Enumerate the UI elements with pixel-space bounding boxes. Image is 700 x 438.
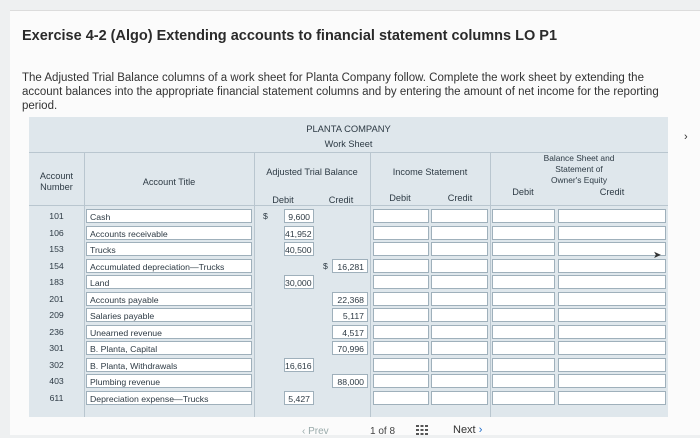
worksheet-table	[29, 117, 668, 417]
atb-debit-amount: 5,427	[284, 391, 314, 405]
account-number: 301	[49, 343, 64, 353]
header-adjusted-trial-balance: Adjusted Trial Balance	[266, 167, 358, 177]
account-title-cell: Cash	[86, 209, 252, 223]
account-number: 201	[49, 293, 64, 304]
dollar-sign: $	[323, 260, 328, 271]
header-bs-credit: Credit	[599, 187, 625, 197]
atb-credit-amount	[332, 209, 368, 223]
is-debit-input[interactable]	[373, 275, 429, 289]
header-income-statement: Income Statement	[392, 167, 468, 177]
page-current: 1	[370, 426, 376, 437]
is-credit-input[interactable]	[431, 275, 488, 289]
bs-credit-input[interactable]	[558, 391, 666, 405]
header-balance-sheet-3: Owner's Equity	[550, 175, 608, 185]
account-number: 302	[49, 359, 64, 370]
atb-credit-amount: 5,117	[332, 308, 368, 322]
header-is-debit: Debit	[389, 193, 411, 203]
dollar-sign: $	[263, 211, 268, 221]
account-number: 106	[49, 227, 64, 238]
is-credit-input[interactable]	[431, 226, 488, 240]
bs-credit-input[interactable]	[558, 226, 666, 240]
account-number: 153	[49, 244, 64, 254]
is-debit-input[interactable]	[373, 292, 429, 306]
bs-debit-input[interactable]	[492, 341, 555, 355]
account-number: 154	[49, 260, 64, 271]
is-credit-input[interactable]	[431, 325, 488, 339]
divider	[254, 152, 255, 417]
header-balance-sheet-1: Balance Sheet and	[543, 153, 615, 163]
divider	[84, 152, 85, 417]
account-title-cell: Accumulated depreciation—Trucks	[86, 259, 252, 273]
bs-credit-input[interactable]	[558, 325, 666, 339]
account-number: 183	[49, 277, 64, 287]
header-account-title: Account Title	[142, 177, 196, 187]
is-credit-input[interactable]	[431, 308, 488, 322]
page-of: of	[378, 426, 387, 437]
bs-debit-input[interactable]	[492, 292, 555, 306]
bs-debit-input[interactable]	[492, 358, 555, 372]
header-account-number: Account Number	[39, 171, 74, 192]
account-title-cell: Accounts payable	[86, 292, 252, 306]
divider	[370, 152, 371, 417]
is-debit-input[interactable]	[373, 226, 429, 240]
is-debit-input[interactable]	[373, 374, 429, 388]
bs-debit-input[interactable]	[492, 259, 555, 273]
account-title-cell: Trucks	[86, 242, 252, 256]
account-title-cell: B. Planta, Capital	[86, 341, 252, 355]
is-debit-input[interactable]	[373, 325, 429, 339]
header-atb-credit: Credit	[328, 195, 354, 205]
worksheet-subtitle: Work Sheet	[324, 139, 373, 149]
atb-debit-amount: 16,616	[284, 358, 314, 372]
atb-credit-amount	[332, 242, 368, 256]
bs-debit-input[interactable]	[492, 242, 555, 256]
header-balance-sheet-2: Statement of	[555, 164, 603, 174]
bs-debit-input[interactable]	[492, 325, 555, 339]
is-debit-input[interactable]	[373, 242, 429, 256]
account-title-cell: Unearned revenue	[86, 325, 252, 339]
header-bs-debit: Debit	[512, 187, 534, 197]
is-debit-input[interactable]	[373, 358, 429, 372]
is-credit-input[interactable]	[431, 209, 488, 223]
is-debit-input[interactable]	[373, 209, 429, 223]
bs-credit-input[interactable]	[558, 374, 666, 388]
mouse-cursor-icon: ➤	[653, 250, 662, 261]
atb-credit-amount: 4,517	[332, 325, 368, 339]
account-title-cell: Depreciation expense—Trucks	[86, 391, 252, 405]
atb-debit-amount: 41,952	[284, 226, 314, 240]
atb-debit-amount	[284, 374, 314, 388]
atb-credit-amount: 70,996	[332, 341, 368, 355]
bs-credit-input[interactable]	[558, 292, 666, 306]
bs-debit-input[interactable]	[492, 209, 555, 223]
bs-debit-input[interactable]	[492, 275, 555, 289]
exercise-title: Exercise 4-2 (Algo) Extending accounts to financial statement columns LO P1	[22, 28, 558, 44]
atb-debit-amount	[284, 308, 314, 322]
is-credit-input[interactable]	[431, 341, 488, 355]
bs-credit-input[interactable]	[558, 358, 666, 372]
is-credit-input[interactable]	[431, 292, 488, 306]
atb-credit-amount	[332, 391, 368, 405]
atb-credit-amount: 16,281	[332, 259, 368, 273]
header-is-credit: Credit	[447, 193, 473, 203]
account-title-cell: Land	[86, 275, 252, 289]
bs-debit-input[interactable]	[492, 308, 555, 322]
is-credit-input[interactable]	[431, 391, 488, 405]
atb-debit-amount	[284, 341, 314, 355]
atb-debit-amount: 9,600	[284, 209, 314, 223]
bs-credit-input[interactable]	[558, 308, 666, 322]
page-total: 8	[389, 426, 396, 437]
is-credit-input[interactable]	[431, 358, 488, 372]
atb-debit-amount	[284, 292, 314, 306]
is-debit-input[interactable]	[373, 308, 429, 322]
divider	[29, 205, 668, 206]
atb-credit-amount	[332, 226, 368, 240]
header-atb-debit: Debit	[272, 195, 294, 205]
account-title-cell: Plumbing revenue	[86, 374, 252, 388]
bs-debit-input[interactable]	[492, 226, 555, 240]
account-number: 209	[49, 310, 64, 320]
account-number: 611	[49, 392, 64, 403]
bs-credit-input[interactable]	[558, 209, 666, 223]
account-number: 101	[49, 211, 64, 221]
bs-debit-input[interactable]	[492, 374, 555, 388]
atb-credit-amount: 22,368	[332, 292, 368, 306]
atb-debit-amount: 40,500	[284, 242, 314, 256]
account-number: 236	[49, 326, 64, 337]
is-debit-input[interactable]	[373, 341, 429, 355]
account-title-cell: B. Planta, Withdrawals	[86, 358, 252, 372]
is-credit-input[interactable]	[431, 259, 488, 273]
atb-credit-amount	[332, 275, 368, 289]
chevron-right-icon: ›	[478, 424, 483, 436]
bs-credit-input[interactable]	[558, 259, 666, 273]
page-indicator	[370, 426, 395, 437]
prev-button[interactable]: ‹ Prev	[302, 426, 329, 437]
bs-credit-input[interactable]	[558, 242, 666, 256]
atb-debit-amount	[284, 259, 314, 273]
is-credit-input[interactable]	[431, 242, 488, 256]
is-debit-input[interactable]	[373, 259, 429, 273]
atb-credit-amount	[332, 358, 368, 372]
atb-debit-amount	[284, 325, 314, 339]
is-debit-input[interactable]	[373, 391, 429, 405]
company-name: PLANTA COMPANY	[306, 123, 391, 134]
cursor-mark-icon: ›	[684, 131, 688, 143]
exercise-instructions: The Adjusted Trial Balance columns of a work sheet for Planta Company follow. Complete the work sheet by extending the account balances into the appropriate financial statement columns and by entering the amount of net income for the reporting period.	[22, 72, 659, 112]
bs-debit-input[interactable]	[492, 391, 555, 405]
next-button[interactable]: Next ›	[453, 424, 483, 436]
grid-icon[interactable]	[416, 425, 428, 438]
atb-debit-amount: 30,000	[284, 275, 314, 289]
bs-credit-input[interactable]	[558, 275, 666, 289]
atb-credit-amount: 88,000	[332, 374, 368, 388]
bs-credit-input[interactable]	[558, 341, 666, 355]
is-credit-input[interactable]	[431, 374, 488, 388]
account-title-cell: Salaries payable	[86, 308, 252, 322]
account-number: 403	[49, 376, 64, 386]
chevron-left-icon: ‹	[302, 426, 309, 437]
account-title-cell: Accounts receivable	[86, 226, 252, 240]
